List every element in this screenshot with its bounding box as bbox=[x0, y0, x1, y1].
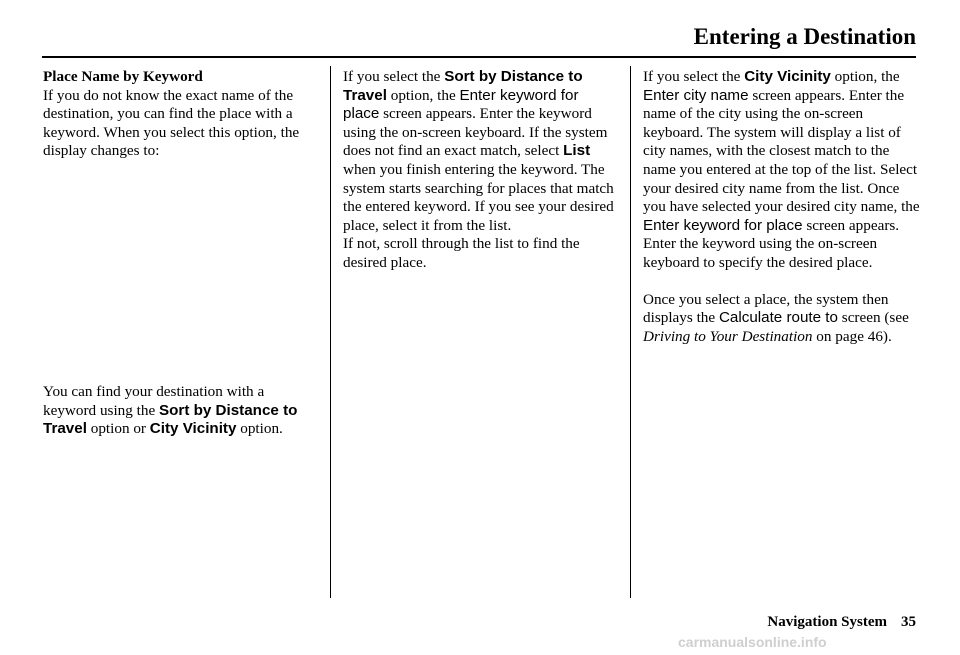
text: option, the bbox=[830, 68, 900, 85]
header-rule bbox=[42, 56, 916, 58]
paragraph-options bbox=[43, 383, 315, 439]
screen-name: Enter keyword for place bbox=[643, 216, 803, 234]
text: If you select the bbox=[643, 68, 745, 85]
page-title: Entering a Destination bbox=[693, 24, 916, 49]
paragraph-sort-by-distance bbox=[343, 68, 619, 235]
text: option, the bbox=[386, 86, 460, 104]
column-divider bbox=[630, 66, 631, 598]
list-button-label: List bbox=[563, 142, 591, 160]
screen-name: Calculate route to bbox=[718, 309, 838, 327]
screen-name: Enter keyword for place bbox=[343, 86, 579, 123]
text: Once you select a place, the system then displays the bbox=[643, 290, 889, 327]
screen-image-placeholder bbox=[43, 161, 315, 383]
paragraph-calculate-route bbox=[643, 291, 923, 347]
option-sort-by-distance: Sort by Distance to Travel bbox=[343, 68, 583, 104]
text: option or bbox=[86, 420, 150, 438]
paragraph-intro: If you do not know the exact name of the destination, you can find the place with a keyword. When you select this option, the display changes to: bbox=[43, 86, 300, 160]
text: screen appears. Enter the keyword using the on-screen keyboard to specify the desired place. bbox=[643, 216, 900, 271]
column-1 bbox=[43, 68, 315, 439]
option-sort-by-distance: Sort by Distance to Travel bbox=[43, 401, 298, 438]
paragraph-gap bbox=[643, 273, 923, 291]
option-city-vicinity: City Vicinity bbox=[149, 420, 237, 438]
cross-reference: Driving to Your Destination bbox=[643, 327, 813, 345]
column-divider bbox=[330, 66, 331, 598]
section-heading: Place Name by Keyword bbox=[43, 68, 203, 85]
text: screen (see bbox=[837, 309, 909, 327]
column-3 bbox=[643, 68, 923, 346]
page-number: 35 bbox=[901, 614, 916, 630]
paragraph-city-vicinity bbox=[643, 68, 923, 273]
text: If you select the bbox=[343, 68, 445, 85]
text: screen appears. Enter the keyword using the on-screen keyboard. If the system does not find an exact match, select bbox=[343, 105, 608, 160]
footer-section: Navigation System bbox=[767, 614, 887, 630]
screen-name: Enter city name bbox=[643, 86, 749, 104]
text: when you finish entering the keyword. The system starts searching for places that match the entered keyword. If you see your desired place, select it from the list. bbox=[343, 160, 614, 234]
page-footer bbox=[767, 614, 916, 631]
paragraph-scroll: If not, scroll through the list to find the desired place. bbox=[343, 235, 580, 271]
column-2 bbox=[343, 68, 619, 273]
text: option. bbox=[236, 420, 283, 438]
watermark: carmanualsonline.info bbox=[678, 634, 827, 650]
option-city-vicinity: City Vicinity bbox=[744, 68, 831, 85]
text: on page 46). bbox=[812, 327, 892, 345]
text: screen appears. Enter the name of the city using the on-screen keyboard. The system will display a list of city names, with the closest match to the name you entered at the top of the list. Select your desired city name from the list. Once you have selected your desired city name, the bbox=[643, 86, 920, 216]
text: You can find your destination with a keyword using the bbox=[43, 382, 265, 419]
